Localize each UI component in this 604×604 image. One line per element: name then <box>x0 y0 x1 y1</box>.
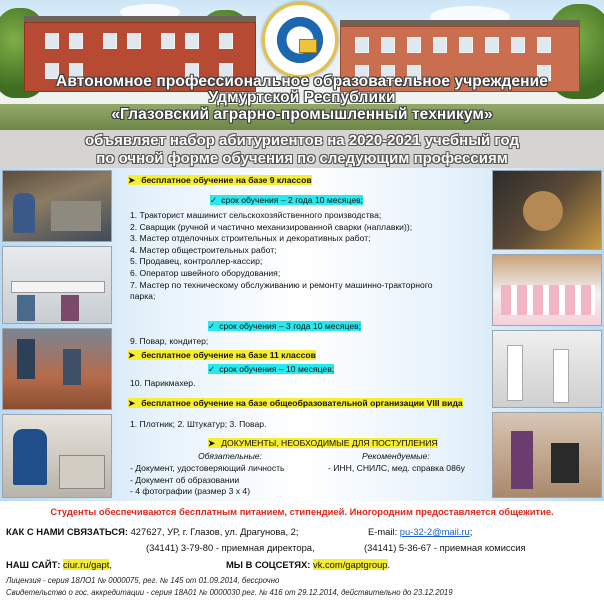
accreditation-info: Свидетельство о гос. аккредитации - серия 18А01 № 0000030 рег. № 416 от 29.12.2014, действительно до 23.12.2019 <box>6 588 453 597</box>
check-icon: ✓ <box>210 195 218 205</box>
college-emblem-logo <box>262 2 338 78</box>
professions-list-9 <box>130 210 433 303</box>
required-docs-list <box>130 463 285 498</box>
hairdresser-photo <box>492 412 602 498</box>
social-suffix: . <box>387 559 391 570</box>
institution-line-1: Автономное профессиональное образовательное учреждение <box>56 73 548 90</box>
announcement <box>0 130 604 168</box>
profession-item: 5. Продавец, контроллер-кассир; <box>130 256 263 267</box>
profession-item: парка; <box>130 291 156 302</box>
phone-director: (34141) 3-79-80 - приемная директора, <box>146 542 315 553</box>
recommended-docs-item: - ИНН, СНИЛС, мед. справка 086у <box>328 463 465 473</box>
recommended-docs-label: Рекомендуемые: <box>362 451 430 461</box>
bricklaying-photo <box>2 328 112 410</box>
institution-line-2: Удмуртской Республики <box>208 89 396 106</box>
document-item: - Документ об образовании <box>130 474 240 485</box>
social-link[interactable]: vk.com/gaptgroup <box>313 559 388 570</box>
basis-viii-type <box>128 398 463 410</box>
documents-title <box>208 438 438 450</box>
email-suffix: ; <box>469 526 473 537</box>
header-banner <box>0 0 604 130</box>
announcement-line-2: по очной форме обучения по следующим профессиям <box>96 150 508 167</box>
period-label: срок обучения – 3 года 10 месяцев; <box>219 321 362 331</box>
students-group-photo <box>492 254 602 326</box>
arrow-icon: ➤ <box>128 350 136 360</box>
arrow-icon: ➤ <box>128 398 136 408</box>
profession-hairdresser: 10. Парикмахер. <box>130 378 196 388</box>
social-row <box>226 559 390 570</box>
arrow-icon: ➤ <box>208 438 216 448</box>
document-item: - 4 фотографии (размер 3 х 4) <box>130 486 251 497</box>
sewing-class-photo <box>2 246 112 324</box>
welding-photo <box>492 170 602 250</box>
profession-item: 1. Тракторист машинист сельскохозяйственного производства; <box>130 210 382 220</box>
footer <box>0 501 604 604</box>
period-label: срок обучения – 10 месяцев; <box>219 364 335 374</box>
profession-cook: 9. Повар, кондитер; <box>130 336 209 346</box>
social-label: МЫ В СОЦСЕТЯХ: <box>226 559 311 570</box>
basis-9-label: бесплатное обучение на базе 9 классов <box>141 175 312 185</box>
email-row <box>368 526 472 537</box>
license-info: Лицензия - серия 18ЛО1 № 0000075, рег. № 145 от 01.09.2014, бессрочно <box>6 576 280 585</box>
period-10m <box>208 364 334 376</box>
phone-commission: (34141) 5-36-67 - приемная комиссия <box>364 542 526 553</box>
documents-title-label: ДОКУМЕНТЫ, НЕОБХОДИМЫЕ ДЛЯ ПОСТУПЛЕНИЯ <box>221 438 438 448</box>
profession-item: 2. Сварщик (ручной и частично механизированной сварки (наплавки)); <box>130 221 413 232</box>
site-label: НАШ САЙТ: <box>6 559 61 570</box>
basis-viii-label: бесплатное обучение на базе общеобразовательной организации VIII вида <box>141 398 463 408</box>
announcement-line-1: объявляет набор абитуриентов на 2020-2021 учебный год <box>85 132 519 149</box>
check-icon: ✓ <box>208 364 216 374</box>
workshop-photo <box>2 170 112 242</box>
contact-label: КАК С НАМИ СВЯЗАТЬСЯ: <box>6 526 128 537</box>
profession-item: 7. Мастер по техническому обслуживанию и ремонту машинно-тракторного <box>130 279 433 290</box>
tiling-photo <box>2 414 112 498</box>
institution-name: «Глазовский аграрно-промышленный техникум» <box>111 106 493 123</box>
required-docs-label: Обязательные: <box>198 451 262 461</box>
profession-item: 3. Мастер отделочных строительных и декоративных работ; <box>130 233 371 244</box>
profession-item: 4. Мастер общестроительных работ; <box>130 244 277 255</box>
contact-row <box>6 526 299 537</box>
period-label: срок обучения – 2 года 10 месяцев; <box>221 195 364 205</box>
site-link[interactable]: ciur.ru/gapt <box>62 559 110 570</box>
email-link[interactable]: pu-32-2@mail.ru <box>399 526 470 537</box>
basis-11-label: бесплатное обучение на базе 11 классов <box>141 350 316 360</box>
site-row <box>6 559 112 570</box>
address: 427627, УР, г. Глазов, ул. Драгунова, 2; <box>127 526 299 537</box>
period-3y10m <box>208 321 361 333</box>
check-icon: ✓ <box>208 321 216 331</box>
student-benefits-notice: Студенты обеспечиваются бесплатным питанием, стипендией. Иногородним предоставляется общежитие. <box>50 506 554 517</box>
document-item: - Документ, удостоверяющий личность <box>130 463 285 473</box>
cooking-class-photo <box>492 330 602 408</box>
site-suffix: , <box>109 559 112 570</box>
professions-viii: 1. Плотник; 2. Штукатур; 3. Повар. <box>130 419 267 429</box>
arrow-icon: ➤ <box>128 175 136 185</box>
basis-9-classes <box>128 175 312 187</box>
basis-11-classes <box>128 350 316 362</box>
profession-item: 6. Оператор швейного оборудования; <box>130 267 281 278</box>
period-2y10m <box>210 195 363 207</box>
email-label: E-mail: <box>368 526 400 537</box>
content-area <box>0 168 604 501</box>
